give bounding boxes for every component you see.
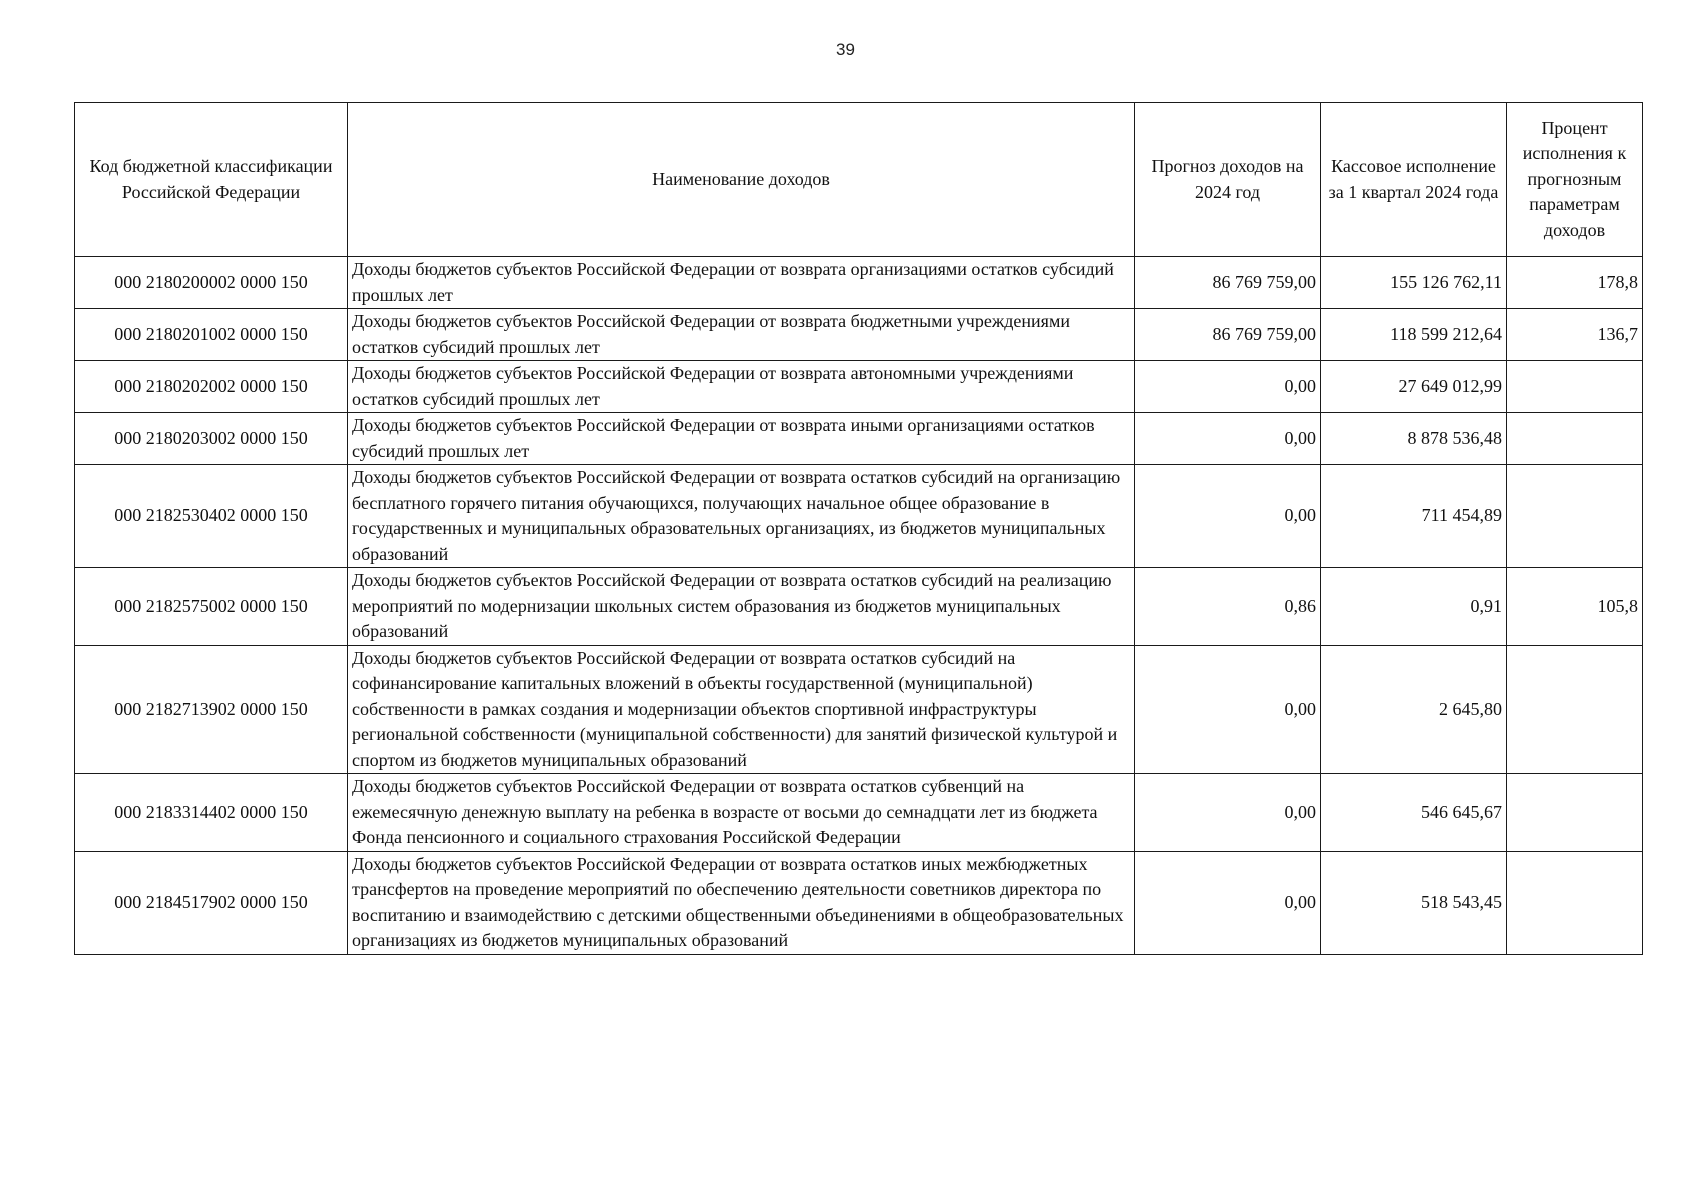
table-row <box>75 257 1643 309</box>
table-row <box>75 645 1643 774</box>
cell-code: 000 2182713902 0000 150 <box>75 645 348 774</box>
cell-code: 000 2180202002 0000 150 <box>75 361 348 413</box>
cell-name: Доходы бюджетов субъектов Российской Федерации от возврата остатков субсидий на организацию бесплатного горячего питания обучающихся, получающих начальное общее образование в государственных и муниципальных образовательных организациях, из бюджетов муниципальных образований <box>348 465 1135 568</box>
cell-forecast: 0,00 <box>1135 645 1321 774</box>
table-row <box>75 851 1643 954</box>
cell-forecast: 86 769 759,00 <box>1135 309 1321 361</box>
cell-name: Доходы бюджетов субъектов Российской Федерации от возврата остатков субвенций на ежемесячную денежную выплату на ребенка в возрасте от восьми до семнадцати лет из бюджета Фонда пенсионного и социального страхования Российской Федерации <box>348 774 1135 852</box>
table-row <box>75 361 1643 413</box>
cell-percent: 178,8 <box>1507 257 1643 309</box>
cell-forecast: 0,00 <box>1135 851 1321 954</box>
cell-execution: 27 649 012,99 <box>1321 361 1507 413</box>
cell-name: Доходы бюджетов субъектов Российской Федерации от возврата остатков субсидий на реализацию мероприятий по модернизации школьных систем образования из бюджетов муниципальных образований <box>348 568 1135 646</box>
cell-execution: 0,91 <box>1321 568 1507 646</box>
header-execution: Кассовое исполнение за 1 квартал 2024 года <box>1321 103 1507 257</box>
cell-name: Доходы бюджетов субъектов Российской Федерации от возврата иными организациями остатков субсидий прошлых лет <box>348 413 1135 465</box>
table-row <box>75 413 1643 465</box>
table-row <box>75 309 1643 361</box>
cell-name: Доходы бюджетов субъектов Российской Федерации от возврата бюджетными учреждениями остатков субсидий прошлых лет <box>348 309 1135 361</box>
cell-forecast: 0,00 <box>1135 361 1321 413</box>
cell-code: 000 2182530402 0000 150 <box>75 465 348 568</box>
cell-code: 000 2182575002 0000 150 <box>75 568 348 646</box>
header-name: Наименование доходов <box>348 103 1135 257</box>
cell-percent: 136,7 <box>1507 309 1643 361</box>
cell-percent <box>1507 774 1643 852</box>
cell-execution: 118 599 212,64 <box>1321 309 1507 361</box>
cell-percent <box>1507 361 1643 413</box>
budget-income-table <box>74 102 1643 955</box>
header-forecast: Прогноз доходов на 2024 год <box>1135 103 1321 257</box>
cell-code: 000 2180203002 0000 150 <box>75 413 348 465</box>
cell-execution: 8 878 536,48 <box>1321 413 1507 465</box>
cell-percent: 105,8 <box>1507 568 1643 646</box>
table-header-row <box>75 103 1643 257</box>
cell-forecast: 0,00 <box>1135 774 1321 852</box>
table-row <box>75 465 1643 568</box>
cell-name: Доходы бюджетов субъектов Российской Федерации от возврата организациями остатков субсидий прошлых лет <box>348 257 1135 309</box>
cell-code: 000 2180201002 0000 150 <box>75 309 348 361</box>
cell-percent <box>1507 645 1643 774</box>
cell-percent <box>1507 851 1643 954</box>
page-number: 39 <box>836 40 855 59</box>
cell-forecast: 0,86 <box>1135 568 1321 646</box>
cell-percent <box>1507 413 1643 465</box>
cell-execution: 711 454,89 <box>1321 465 1507 568</box>
cell-code: 000 2183314402 0000 150 <box>75 774 348 852</box>
cell-execution: 2 645,80 <box>1321 645 1507 774</box>
cell-forecast: 0,00 <box>1135 413 1321 465</box>
cell-forecast: 0,00 <box>1135 465 1321 568</box>
cell-name: Доходы бюджетов субъектов Российской Федерации от возврата остатков иных межбюджетных трансфертов на проведение мероприятий по обеспечению деятельности советников директора по воспитанию и взаимодействию с детскими общественными объединениями в общеобразовательных организациях из бюджетов муниципальных образований <box>348 851 1135 954</box>
cell-name: Доходы бюджетов субъектов Российской Федерации от возврата автономными учреждениями остатков субсидий прошлых лет <box>348 361 1135 413</box>
cell-percent <box>1507 465 1643 568</box>
cell-code: 000 2184517902 0000 150 <box>75 851 348 954</box>
cell-execution: 518 543,45 <box>1321 851 1507 954</box>
cell-execution: 155 126 762,11 <box>1321 257 1507 309</box>
cell-name: Доходы бюджетов субъектов Российской Федерации от возврата остатков субсидий на софинансирование капитальных вложений в объекты государственной (муниципальной) собственности в рамках создания и модернизации объектов спортивной инфраструктуры региональной собственности (муниципальной собственности) для занятий физической культурой и спортом из бюджетов муниципальных образований <box>348 645 1135 774</box>
cell-code: 000 2180200002 0000 150 <box>75 257 348 309</box>
header-percent: Процент исполнения к прогнозным параметрам доходов <box>1507 103 1643 257</box>
table-row <box>75 774 1643 852</box>
table-row <box>75 568 1643 646</box>
header-code: Код бюджетной классификации Российской Федерации <box>75 103 348 257</box>
cell-forecast: 86 769 759,00 <box>1135 257 1321 309</box>
cell-execution: 546 645,67 <box>1321 774 1507 852</box>
